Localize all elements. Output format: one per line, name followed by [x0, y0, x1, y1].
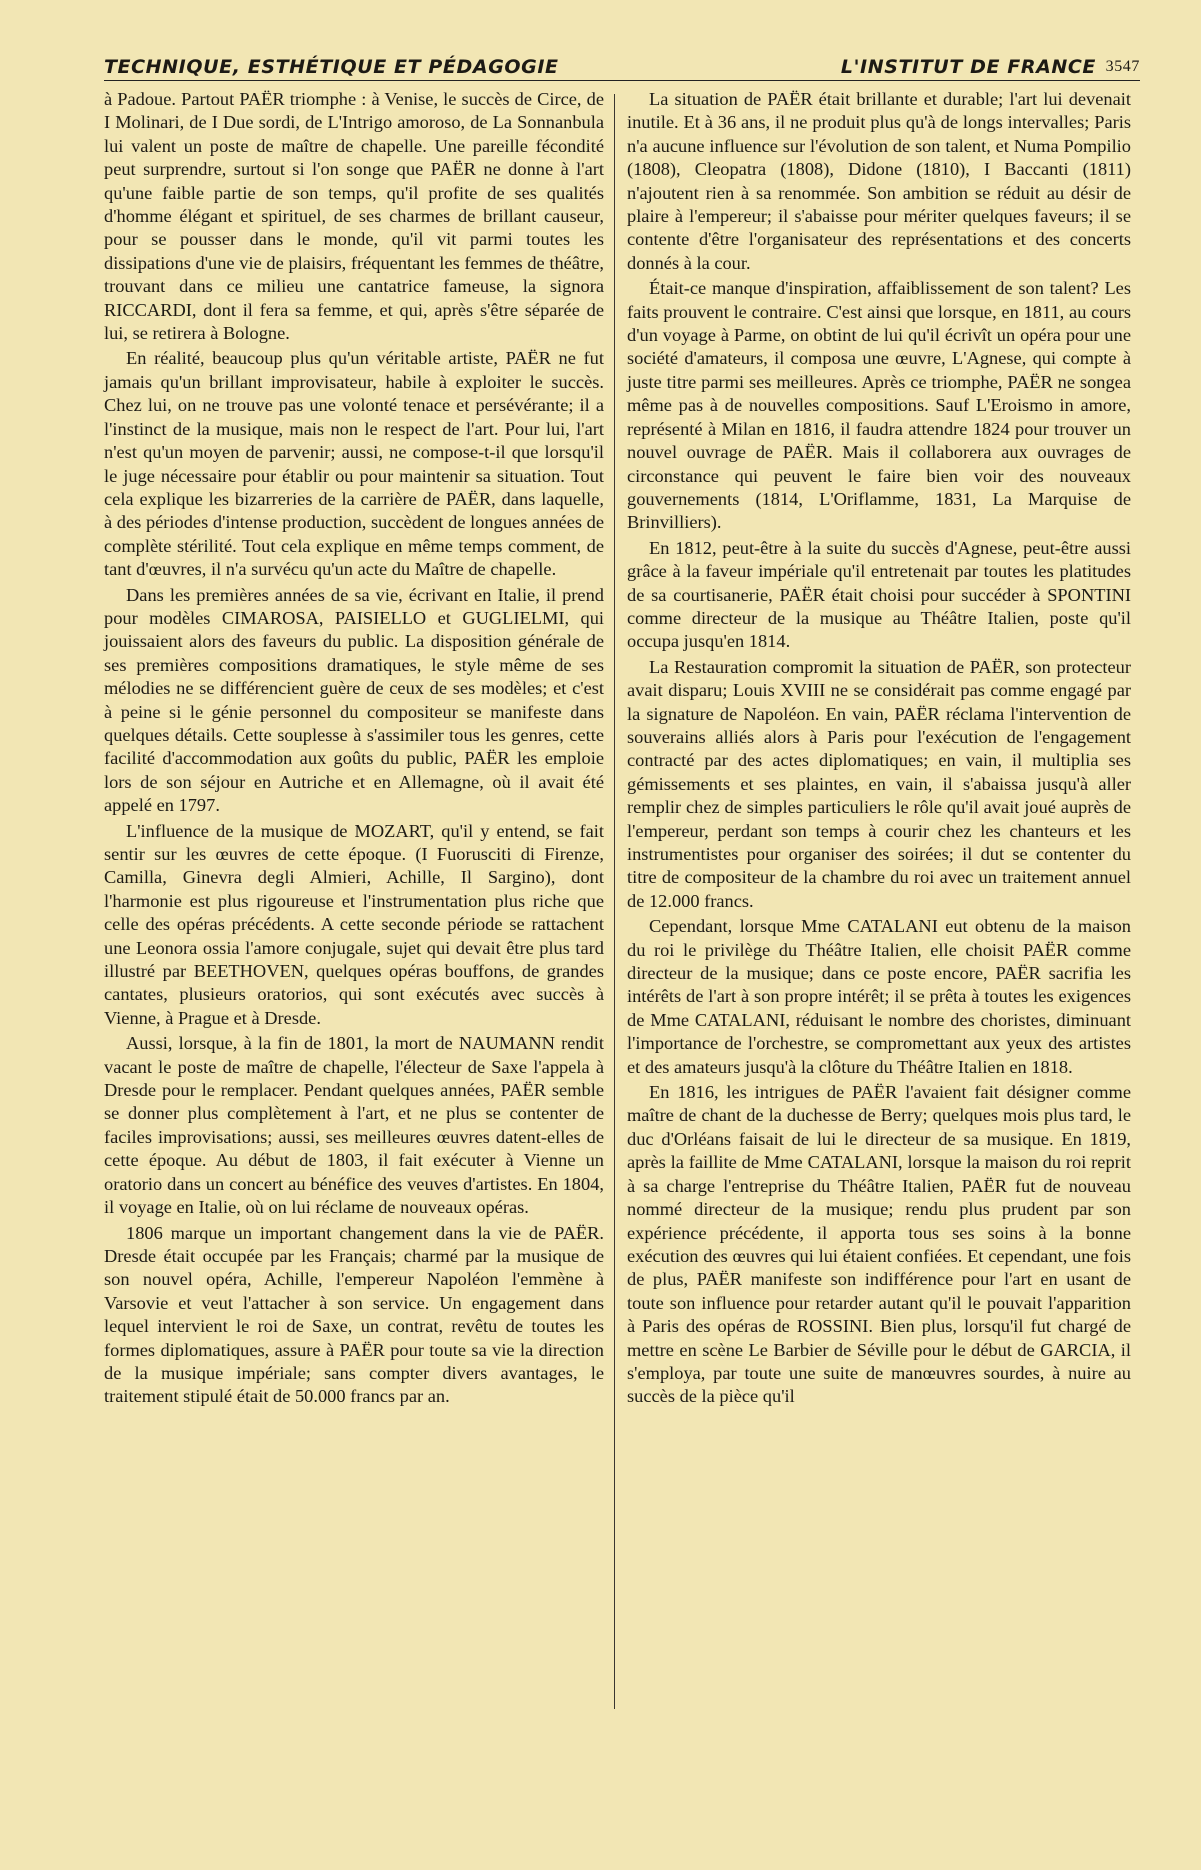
header-rule [104, 80, 1140, 81]
left-column [104, 88, 604, 1411]
paragraph: En 1816, les intrigues de PAËR l'avaient fait désigner comme maître de chant de la duchesse de Berry; quelques mois plus tard, le duc d'Orléans faisait de lui le directeur de sa musique. En 1819, après la faillite de Mme CATALANI, lorsque la maison du roi reprit à sa charge l'entreprise du Théâtre Italien, PAËR fut de nouveau nommé directeur de la musique; rendu plus prudent par son expérience précédente, il apporta tous ses soins à la bonne exécution des œuvres qui lui étaient confiées. Et cependant, une fois de plus, PAËR manifeste son indifférence pour l'art en usant de toute son influence pour retarder autant qu'il le pouvait l'apparition à Paris des opéras de ROSSINI. Bien plus, lorsqu'il fut chargé de mettre en scène Le Barbier de Séville pour le début de GARCIA, il s'employa, par toute une suite de manœuvres sourdes, à nuire au succès de la pièce qu'il [627, 1082, 1131, 1407]
paragraph: L'influence de la musique de MOZART, qu'il y entend, se fait sentir sur les œuvres de cette époque. (I Fuorusciti di Firenze, Camilla, Ginevra degli Almieri, Achille, Il Sargino), dont l'harmonie est plus rigoureuse et l'instrumentation plus riche que celle des opéras précédents. A cette seconde période se rattachent une Leonora ossia l'amore conjugale, sujet qui devait être plus tard illustré par BEETHOVEN, quelques opéras bouffons, de grandes cantates, plusieurs oratorios, qui sont exécutés avec succès à Vienne, à Prague et à Dresde. [104, 820, 604, 1028]
paragraph: 1806 marque un important changement dans la vie de PAËR. Dresde était occupée par les Français; charmé par la musique de son nouvel opéra, Achille, l'empereur Napoléon l'emmène à Varsovie et veut l'attacher à son service. Un engagement dans lequel intervient le roi de Saxe, un contrat, revêtu de toutes les formes diplomatiques, assure à PAËR pour toute sa vie la direction de la musique impériale; sans compter divers avantages, le traitement stipulé était de 50.000 francs par an. [104, 1222, 604, 1407]
paragraph: Dans les premières années de sa vie, écrivant en Italie, il prend pour modèles CIMAROSA, PAISIELLO et GUGLIELMI, qui jouissaient alors des faveurs du public. La disposition générale de ses premières compositions dramatiques, le style même de ses mélodies ne se différencient guère de ceux de ses modèles; et c'est à peine si le génie personnel du compositeur se manifeste dans quelques détails. Cette souplesse à s'assimiler tous les genres, cette facilité d'accommodation aux goûts du public, PAËR les emploie lors de son séjour en Autriche et en Allemagne, où il avait été appelé en 1797. [104, 584, 604, 816]
page-number: 3547 [1105, 58, 1140, 75]
paragraph: Cependant, lorsque Mme CATALANI eut obtenu de la maison du roi le privilège du Théâtre Italien, elle choisit PAËR comme directeur de la musique; dans ce poste encore, PAËR sacrifia les intérêts de l'art à son propre intérêt; il se prêta à toutes les exigences de Mme CATALANI, réduisant le nombre des choristes, diminuant l'importance de l'orchestre, se compromettant aux yeux des artistes et des amateurs jusqu'à la clôture du Théâtre Italien en 1818. [627, 916, 1131, 1077]
paragraph: Aussi, lorsque, à la fin de 1801, la mort de NAUMANN rendit vacant le poste de maître de chapelle, l'électeur de Saxe l'appela à Dresde pour le remplacer. Pendant quelques années, PAËR semble se donner plus complètement à l'art, et ne plus se contenter de faciles improvisations; aussi, ses meilleures œuvres datent-elles de cette époque. Au début de 1803, il fait exécuter à Vienne un oratorio dans un concert au bénéfice des veuves d'artistes. En 1804, il voyage en Italie, où on lui réclame de nouveaux opéras. [104, 1033, 604, 1218]
paragraph: à Padoue. Partout PAËR triomphe : à Venise, le succès de Circe, de I Molinari, de I Due sordi, de L'Intrigo amoroso, de La Sonnanbula lui valent un poste de maître de chapelle. Une pareille fécondité peut surprendre, surtout si l'on songe que PAËR ne donne à l'art qu'une faible partie de son temps, qu'il profite de ses qualités d'homme élégant et spirituel, de ses charmes de brillant causeur, pour se pousser dans le monde, qu'il vit parmi toutes les dissipations d'une vie de plaisirs, fréquentant les femmes de théâtre, trouvant dans ce milieu une cantatrice fameuse, la signora RICCARDI, dont il fera sa femme, et qui, après s'être séparée de lui, se retirera à Bologne. [104, 89, 604, 344]
paragraph: En 1812, peut-être à la suite du succès d'Agnese, peut-être aussi grâce à la faveur impériale qu'il entretenait par toutes les platitudes de sa courtisanerie, PAËR était choisi pour succéder à SPONTINI comme directeur de la musique au Théâtre Italien, poste qu'il occupa jusqu'en 1814. [627, 537, 1131, 652]
paragraph: La Restauration compromit la situation de PAËR, son protecteur avait disparu; Louis XVIII ne se considérait pas comme engagé par la signature de Napoléon. En vain, PAËR réclama l'intervention de souverains alliés alors à Paris pour l'exécution de l'engagement contracté par des actes diplomatiques; en vain, il multiplia ses gémissements et ses plaintes, en vain, il s'abaissa jusqu'à aller remplir chez de simples particuliers le rôle qu'il avait joué auprès de l'empereur, perdant son temps à courir chez les chanteurs et les instrumentistes pour organiser des soirées; il dut se contenter du titre de compositeur de la chambre du roi avec un traitement annuel de 12.000 francs. [627, 656, 1131, 911]
running-header [104, 52, 1140, 82]
right-column [627, 88, 1131, 1411]
header-chapter-title: L'INSTITUT DE FRANCE [840, 56, 1096, 78]
header-section-title: TECHNIQUE, ESTHÉTIQUE ET PÉDAGOGIE [104, 56, 559, 78]
paragraph: En réalité, beaucoup plus qu'un véritable artiste, PAËR ne fut jamais qu'un brillant improvisateur, habile à exploiter le succès. Chez lui, on ne trouve pas une volonté tenace et persévérante; il a l'instinct de la musique, mais non le respect de l'art. Pour lui, l'art n'est qu'un moyen de parvenir; aussi, ne compose-t-il que lorsqu'il le juge nécessaire pour établir ou pour maintenir sa situation. Tout cela explique les bizarreries de la carrière de PAËR, dans laquelle, à des périodes d'intense production, succèdent de longues années de complète stérilité. Tout cela explique en même temps comment, de tant d'œuvres, il n'a survécu qu'un acte du Maître de chapelle. [104, 348, 604, 580]
column-divider [614, 94, 615, 1709]
paragraph: La situation de PAËR était brillante et durable; l'art lui devenait inutile. Et à 36 ans, il ne produit plus qu'à de longs intervalles; Paris n'a aucune influence sur l'évolution de son talent, et Numa Pompilio (1808), Cleopatra (1808), Didone (1810), I Baccanti (1811) n'ajoutent rien à sa renommée. Son ambition se réduit au désir de plaire à l'empereur; il s'abaisse pour mériter quelques faveurs; il se contente d'être l'organisateur des représentations et des concerts donnés à la cour. [627, 89, 1131, 273]
paragraph: Était-ce manque d'inspiration, affaiblissement de son talent? Les faits prouvent le contraire. C'est ainsi que lorsque, en 1811, au cours d'un voyage à Parme, on obtint de lui qu'il écrivît un opéra pour une société d'amateurs, il composa une œuvre, L'Agnese, qui compte à juste titre parmi ses meilleures. Après ce triomphe, PAËR ne songea même pas à de nouvelles compositions. Sauf L'Eroismo in amore, représenté à Milan en 1816, il faudra attendre 1824 pour trouver un nouvel ouvrage de PAËR. Mais il collaborera aux ouvrages de circonstance qui peuvent le faire bien voir des nouveaux gouvernements (1814, L'Oriflamme, 1831, La Marquise de Brinvilliers). [627, 278, 1131, 533]
